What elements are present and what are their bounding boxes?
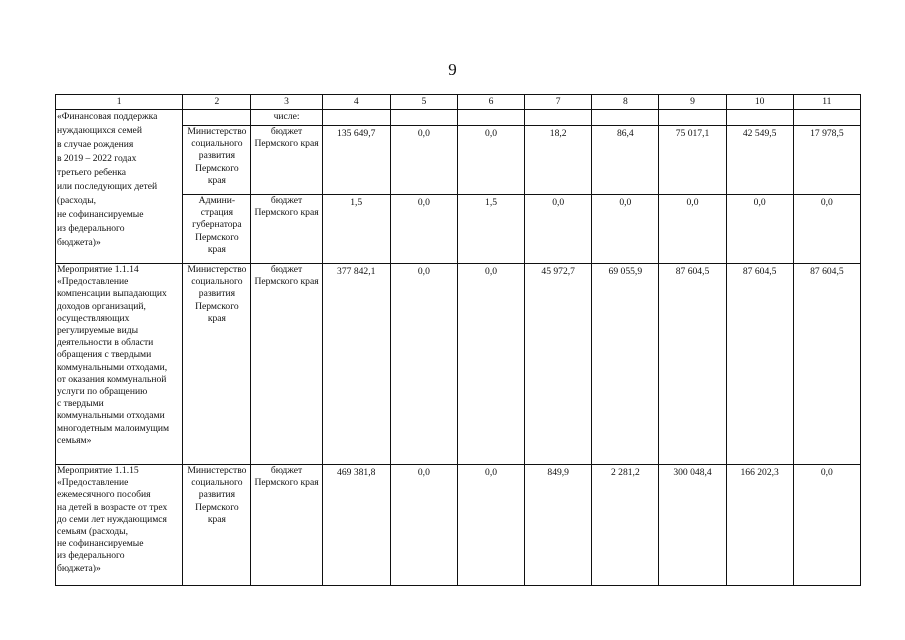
value-cell: 135 649,7: [322, 126, 390, 195]
header-cell: 2: [183, 95, 251, 110]
table-cell: [726, 110, 793, 126]
header-cell: 7: [525, 95, 592, 110]
value-cell: 0,0: [390, 126, 457, 195]
value-cell: 0,0: [457, 264, 524, 465]
value-cell: 1,5: [457, 195, 524, 264]
value-cell: 469 381,8: [322, 465, 390, 586]
header-cell: 5: [390, 95, 457, 110]
activity-name: «Финансовая поддержка нуждающихся семей в случае рождения в 2019 – 2022 годах третьего ребенка или последующих детей (расходы, не софинансируемые из федерального бюджета)»: [56, 110, 183, 264]
table-cell: [322, 110, 390, 126]
value-cell: 849,9: [525, 465, 592, 586]
value-cell: 87 604,5: [793, 264, 860, 465]
executor-cell: Админи- страция губернатора Пермского края: [183, 195, 251, 264]
table-cell: [183, 110, 251, 126]
executor-cell: Министерство социального развития Пермского края: [183, 465, 251, 586]
header-cell: 8: [592, 95, 659, 110]
value-cell: 17 978,5: [793, 126, 860, 195]
value-cell: 0,0: [793, 195, 860, 264]
header-cell: 11: [793, 95, 860, 110]
table-cell: [525, 110, 592, 126]
header-cell: 9: [659, 95, 726, 110]
activity-name: Мероприятие 1.1.15 «Предоставление ежемесячного пособия на детей в возрасте от трех до семи лет нуждающимся семьям (расходы, не софинансируемые из федерального бюджета)»: [56, 465, 183, 586]
funding-source-cell: бюджет Пермского края: [251, 465, 322, 586]
value-cell: 0,0: [726, 195, 793, 264]
table-cell: [390, 110, 457, 126]
value-cell: 45 972,7: [525, 264, 592, 465]
value-cell: 300 048,4: [659, 465, 726, 586]
value-cell: 87 604,5: [726, 264, 793, 465]
value-cell: 2 281,2: [592, 465, 659, 586]
value-cell: 0,0: [390, 264, 457, 465]
table-row: [56, 465, 861, 586]
budget-table: [55, 94, 861, 586]
value-cell: 1,5: [322, 195, 390, 264]
funding-source-cell: бюджет Пермского края: [251, 126, 322, 195]
value-cell: 0,0: [659, 195, 726, 264]
value-cell: 69 055,9: [592, 264, 659, 465]
value-cell: 0,0: [457, 126, 524, 195]
activity-name: Мероприятие 1.1.14 «Предоставление компенсации выпадающих доходов организаций, осуществляющих регулируемые виды деятельности в области обращения с твердыми коммунальными отходами, от оказания коммунальной услуги по обращению с твердыми коммунальными отходами многодетным малоимущим семьям»: [56, 264, 183, 465]
header-cell: 3: [251, 95, 322, 110]
executor-cell: Министерство социального развития Пермского края: [183, 126, 251, 195]
table-row: [56, 264, 861, 465]
table-row: [56, 110, 861, 126]
value-cell: 0,0: [390, 465, 457, 586]
header-cell: 4: [322, 95, 390, 110]
value-cell: 18,2: [525, 126, 592, 195]
value-cell: 0,0: [793, 465, 860, 586]
table-cell: [659, 110, 726, 126]
header-cell: 6: [457, 95, 524, 110]
table-cell: [793, 110, 860, 126]
value-cell: 0,0: [592, 195, 659, 264]
value-cell: 377 842,1: [322, 264, 390, 465]
value-cell: 0,0: [390, 195, 457, 264]
executor-cell: Министерство социального развития Пермского края: [183, 264, 251, 465]
value-cell: 0,0: [525, 195, 592, 264]
value-cell: 75 017,1: [659, 126, 726, 195]
table-cell: [592, 110, 659, 126]
funding-source-cell: бюджет Пермского края: [251, 264, 322, 465]
value-cell: 0,0: [457, 465, 524, 586]
header-cell: 10: [726, 95, 793, 110]
header-cell: 1: [56, 95, 183, 110]
continuation-text: числе:: [251, 110, 322, 126]
value-cell: 86,4: [592, 126, 659, 195]
value-cell: 166 202,3: [726, 465, 793, 586]
page-number: 9: [448, 60, 457, 79]
value-cell: 42 549,5: [726, 126, 793, 195]
funding-source-cell: бюджет Пермского края: [251, 195, 322, 264]
value-cell: 87 604,5: [659, 264, 726, 465]
header-row: [56, 95, 861, 110]
table-cell: [457, 110, 524, 126]
